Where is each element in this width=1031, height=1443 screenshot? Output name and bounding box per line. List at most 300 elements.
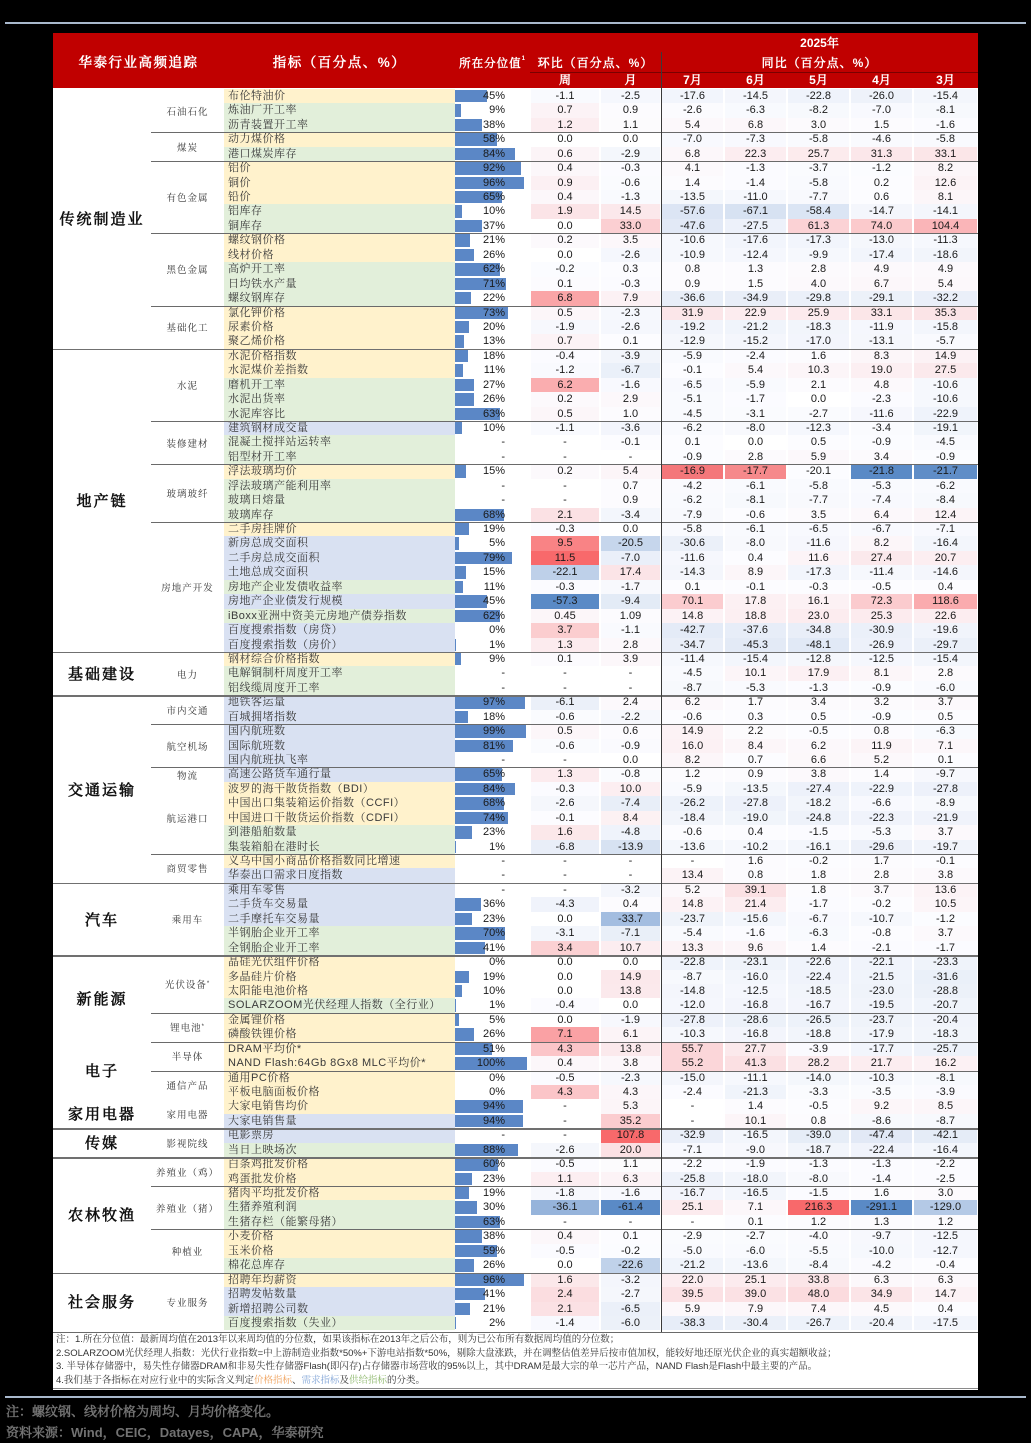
mom-week-value: 2.1 [531, 1302, 599, 1316]
header-col-may: 5月 [809, 73, 828, 87]
yoy-value-jul: -0.6 [662, 825, 723, 839]
group-label-text: 影视院线 [166, 1138, 209, 1150]
mom-month-value: 20.0 [601, 1143, 660, 1157]
yoy-value-jun: -67.1 [725, 204, 786, 218]
group-label [151, 522, 224, 652]
yoy-value-jul: 5.4 [662, 118, 723, 132]
section-divider [53, 1273, 978, 1275]
yoy-value-may: -5.8 [788, 176, 849, 190]
yoy-value-apr: -22.1 [851, 955, 912, 969]
yoy-value-mar: -31.6 [914, 970, 977, 984]
yoy-value-apr: 6.4 [851, 508, 912, 522]
yoy-value-jun: -16.8 [725, 998, 786, 1012]
indicator-name: 布伦特油价 [224, 89, 455, 103]
mom-month-value: -9.4 [601, 594, 660, 608]
yoy-value-may: -39.0 [788, 1128, 849, 1142]
percentile-value: - [501, 681, 505, 694]
section-divider [53, 695, 978, 697]
header-year: 2025年 [800, 36, 839, 50]
group-label [151, 464, 224, 522]
percentile-value: 60% [482, 1158, 505, 1171]
yoy-value-jul: -32.9 [662, 1128, 723, 1142]
yoy-value-apr: 3.7 [851, 883, 912, 897]
yoy-value-jun: 0.0 [747, 436, 764, 449]
percentile-value: 45% [482, 595, 505, 608]
mom-week-value: -0.5 [531, 1071, 599, 1085]
yoy-value-jul: 14.8 [662, 609, 723, 623]
group-label-text: 家用电器 [166, 1109, 209, 1121]
group-divider [151, 1229, 978, 1230]
yoy-value-may: -8.0 [788, 1172, 849, 1186]
mom-week-value: 0.0 [557, 956, 573, 969]
group-divider [151, 522, 978, 523]
yoy-value-apr: -11.6 [851, 407, 912, 421]
group-label-text: 航空机场 [166, 741, 209, 753]
yoy-value-mar: -1.6 [914, 118, 977, 132]
yoy-value-mar: -0.4 [914, 1258, 977, 1272]
mom-week-value: 0.0 [557, 970, 573, 983]
indicator-name: 铜库存 [224, 219, 455, 233]
percentile-value: - [501, 754, 505, 766]
yoy-value-apr: 4.5 [851, 1302, 912, 1316]
yoy-value-jul: 39.5 [662, 1287, 723, 1301]
yoy-value-mar: -18.6 [914, 248, 977, 262]
mom-month-value: 5.4 [601, 464, 660, 478]
group-divider [151, 1042, 978, 1043]
header-mom: 环比（百分点、%） [537, 56, 654, 70]
mom-week-value: - [563, 754, 567, 766]
mom-month-value: 0.1 [601, 334, 660, 348]
yoy-value-jul: -10.3 [662, 1027, 723, 1041]
indicator-name: 螺纹钢价格 [224, 233, 455, 247]
yoy-value-apr: 9.2 [851, 1099, 912, 1113]
mom-month-value: 0.9 [601, 493, 660, 507]
header-col-week: 周 [558, 73, 571, 87]
yoy-value-may: -9.9 [788, 248, 849, 262]
indicator-name: 高炉开工率 [224, 262, 455, 276]
section-divider [53, 1157, 978, 1159]
yoy-value-apr: 1.7 [851, 854, 912, 868]
percentile-value: 2% [489, 1316, 505, 1329]
group-divider [151, 1186, 978, 1187]
yoy-value-mar: -22.9 [914, 407, 977, 421]
yoy-value-jul: -27.8 [662, 1013, 723, 1027]
yoy-value-jul: 5.2 [662, 883, 723, 897]
mom-week-value: -1.2 [531, 363, 599, 377]
yoy-value-jun: 22.9 [725, 306, 786, 320]
yoy-value-apr: 11.9 [851, 739, 912, 753]
group-label-text: 专业服务 [166, 1297, 209, 1309]
group-footnote-mark: * [201, 1024, 205, 1031]
yoy-value-apr: -22.3 [851, 811, 912, 825]
indicator-name: 磷酸铁锂价格 [224, 1027, 455, 1041]
yoy-value-apr: 0.8 [851, 724, 912, 738]
indicator-name: 大家电销售量 [224, 1114, 455, 1128]
yoy-value-jul: 5.9 [662, 1302, 723, 1316]
mom-week-value: -2.6 [531, 796, 599, 810]
indicator-name: 铅价 [224, 190, 455, 204]
percentile-value: 26% [482, 1259, 505, 1272]
percentile-value: 18% [482, 710, 505, 723]
yoy-value-apr: 21.7 [851, 1056, 912, 1070]
group-divider [151, 161, 978, 162]
yoy-value-apr: -10.7 [851, 912, 912, 926]
yoy-value-jun: 0.7 [725, 753, 786, 767]
yoy-value-jul: 1.2 [662, 767, 723, 781]
yoy-value-jul: -16.7 [662, 1186, 723, 1200]
indicator-name: 新房总成交面积 [224, 536, 455, 550]
indicator-name: 线材价格 [224, 248, 455, 262]
yoy-value-mar: -8.1 [914, 1071, 977, 1085]
percentile-value: 1% [489, 638, 505, 651]
yoy-value-mar: -29.7 [914, 638, 977, 652]
mom-week-value: - [563, 436, 567, 449]
yoy-value-may: -16.7 [788, 998, 849, 1012]
group-label [151, 1157, 224, 1186]
percentile-value: 84% [482, 147, 505, 160]
mom-month-value: -1.3 [601, 190, 660, 204]
yoy-value-jul: - [690, 855, 695, 868]
yoy-value-mar: -32.2 [914, 291, 977, 305]
mom-month-value: -22.6 [601, 1258, 660, 1272]
mom-week-value: 0.5 [531, 724, 599, 738]
mom-week-value: - [563, 855, 567, 868]
section-divider [53, 349, 978, 351]
mom-month-value: -7.0 [601, 551, 660, 565]
yoy-value-mar: -21.9 [914, 811, 977, 825]
yoy-value-mar: -10.6 [914, 378, 977, 392]
yoy-value-jun: 18.8 [725, 609, 786, 623]
mom-month-value: -2.6 [601, 320, 660, 334]
yoy-value-apr: -0.9 [851, 435, 912, 449]
yoy-value-apr: -17.7 [851, 1042, 912, 1056]
yoy-value-mar: -21.7 [914, 464, 977, 478]
yoy-value-jul: -30.6 [662, 536, 723, 550]
yoy-value-jun: -11.1 [725, 1071, 786, 1085]
mom-month-value: 0.0 [622, 133, 639, 146]
yoy-value-jun: 1.5 [725, 277, 786, 291]
percentile-value: 1% [489, 840, 505, 853]
mom-week-value: 0.5 [531, 306, 599, 320]
mom-week-value: -0.3 [531, 580, 599, 594]
yoy-value-jun: -6.1 [725, 479, 786, 493]
yoy-value-jul: 0.1 [662, 435, 723, 449]
percentile-value: 99% [482, 725, 505, 738]
yoy-value-mar: 1.2 [914, 1215, 977, 1229]
mom-month-value: -13.9 [601, 840, 660, 854]
percentile-value: 97% [482, 696, 505, 709]
yoy-value-mar: -20.7 [914, 998, 977, 1012]
yoy-value-jun: -6.3 [725, 103, 786, 117]
yoy-value-may: 216.3 [788, 1200, 849, 1214]
yoy-value-mar: -16.4 [914, 1143, 977, 1157]
mom-month-value: 0.0 [622, 754, 639, 766]
percentile-value: 62% [482, 609, 505, 622]
yoy-value-mar: 0.1 [914, 753, 977, 767]
yoy-value-apr: 3.4 [851, 450, 912, 464]
mom-month-value: - [628, 450, 633, 463]
mom-week-value: 0.0 [557, 1259, 573, 1272]
mom-week-value: 4.3 [531, 1042, 599, 1056]
group-divider [151, 306, 978, 307]
yoy-value-jul: -7.0 [662, 132, 723, 146]
yoy-value-jun: 0.9 [725, 767, 786, 781]
header-col-jul: 7月 [683, 73, 702, 87]
yoy-value-jun: 39.1 [725, 883, 786, 897]
yoy-value-mar: 8.2 [914, 161, 977, 175]
yoy-value-mar: 3.7 [914, 695, 977, 709]
category-label: 电子 [84, 1063, 119, 1081]
indicator-name: 玻璃日熔量 [224, 493, 455, 507]
yoy-value-jun: 17.8 [725, 594, 786, 608]
group-label [151, 767, 224, 781]
yoy-value-may: 5.9 [788, 450, 849, 464]
yoy-value-mar: -8.9 [914, 796, 977, 810]
yoy-value-jul: -11.4 [662, 652, 723, 666]
indicator-name: 中国进口干散货运价指数（CDFI） [224, 811, 455, 825]
yoy-value-apr: -47.4 [851, 1128, 912, 1142]
category-label: 交通运输 [67, 781, 136, 799]
yoy-value-mar: 16.2 [914, 1056, 977, 1070]
yoy-value-jul: -5.8 [662, 522, 723, 536]
indicator-name: 二手货车交易量 [224, 897, 455, 911]
indicator-name: 房地产企业债发行规模 [224, 594, 455, 608]
yoy-value-mar: -19.1 [914, 421, 977, 435]
mom-month-value: 0.7 [601, 479, 660, 493]
yoy-value-may: -1.5 [788, 1186, 849, 1200]
yoy-value-mar: -23.3 [914, 955, 977, 969]
group-divider [151, 1071, 978, 1072]
mom-week-value: -0.4 [531, 998, 599, 1012]
yoy-value-apr: -5.3 [851, 825, 912, 839]
mom-week-value: -0.3 [531, 782, 599, 796]
yoy-value-may: -24.8 [788, 811, 849, 825]
yoy-value-may: 33.8 [788, 1273, 849, 1287]
yoy-value-jul: -0.9 [662, 450, 723, 464]
yoy-value-may: -5.8 [788, 132, 849, 146]
group-label-text: 养殖业（猪） [155, 1203, 219, 1215]
mom-month-value: -2.3 [601, 306, 660, 320]
yoy-value-mar: -2.5 [914, 1172, 977, 1186]
yoy-value-jul: -22.8 [662, 955, 723, 969]
mom-month-value: -7.4 [601, 796, 660, 810]
yoy-value-apr: 8.1 [851, 666, 912, 680]
yoy-value-apr: -3.4 [851, 421, 912, 435]
section-divider [53, 1128, 978, 1130]
mom-week-value: 0.0 [557, 912, 573, 925]
mom-month-value: 33.0 [601, 219, 660, 233]
mom-month-value: -0.6 [601, 176, 660, 190]
indicator-name: 猪肉平均批发价格 [224, 1186, 455, 1200]
yoy-value-apr: 3.2 [851, 695, 912, 709]
yoy-value-apr: 34.9 [851, 1287, 912, 1301]
percentile-value: 20% [482, 320, 505, 333]
yoy-value-apr: 4.9 [851, 262, 912, 276]
mom-month-value: -0.2 [601, 1244, 660, 1258]
indicator-name: 百度搜索指数（失业） [224, 1316, 455, 1330]
mom-month-value: -33.7 [601, 912, 660, 926]
yoy-value-mar: -12.7 [914, 1244, 977, 1258]
group-label-text: 物流 [176, 770, 198, 782]
indicator-name: 白条鸡批发价格 [224, 1157, 455, 1171]
mom-month-value: 0.0 [622, 999, 639, 1012]
mom-week-value: -1.1 [531, 89, 599, 103]
group-label [151, 1273, 224, 1331]
yoy-value-jun: 21.4 [725, 897, 786, 911]
yoy-value-jun: 1.6 [725, 854, 786, 868]
group-divider [151, 767, 978, 768]
yoy-value-mar: 12.4 [914, 508, 977, 522]
mom-week-value: -1.9 [531, 320, 599, 334]
indicator-name: 百度搜索指数（房价） [224, 638, 455, 652]
mom-month-value: -0.8 [601, 767, 660, 781]
mom-month-value: -0.9 [601, 739, 660, 753]
percentile-value: 74% [482, 811, 505, 824]
mom-month-value: 107.8 [601, 1128, 660, 1142]
indicator-name: 水泥库容比 [224, 407, 455, 421]
yoy-value-jun: -0.6 [725, 508, 786, 522]
mom-month-value: -2.2 [601, 710, 660, 724]
yoy-value-may: 2.8 [788, 262, 849, 276]
category-label: 汽车 [84, 911, 119, 929]
yoy-value-apr: 0.6 [851, 190, 912, 204]
mom-week-value: 0.4 [531, 1229, 599, 1243]
mom-month-value: 3.9 [601, 652, 660, 666]
mom-week-value: - [563, 681, 567, 694]
yoy-value-mar: -7.1 [914, 522, 977, 536]
yoy-value-may: 7.4 [788, 1302, 849, 1316]
mom-week-value: 0.7 [531, 103, 599, 117]
yoy-value-apr: -10.0 [851, 1244, 912, 1258]
percentile-value: 18% [482, 349, 505, 362]
yoy-value-may: -27.4 [788, 782, 849, 796]
group-label-text: 房地产开发 [161, 583, 214, 594]
yoy-value-jun: -16.5 [725, 1128, 786, 1142]
mom-month-value: -7.1 [601, 926, 660, 940]
yoy-value-may: -26.7 [788, 1316, 849, 1330]
yoy-value-may: -20.1 [788, 464, 849, 478]
mom-month-value: - [628, 1215, 633, 1228]
mom-month-value: 35.2 [601, 1114, 660, 1128]
mom-month-value: 3.8 [601, 1056, 660, 1070]
yoy-value-mar: 8.5 [914, 1099, 977, 1113]
yoy-value-jun: 0.1 [725, 1215, 786, 1229]
mom-week-value: 0.4 [531, 1056, 599, 1070]
yoy-value-mar: 118.6 [914, 594, 977, 608]
indicator-name: 国内航班执飞率 [224, 753, 455, 767]
mom-month-value: 1.1 [601, 118, 660, 132]
yoy-value-may: 0.5 [788, 710, 849, 724]
yoy-value-apr: 33.1 [851, 306, 912, 320]
yoy-value-apr: -17.9 [851, 1027, 912, 1041]
percentile-value: 10% [482, 205, 505, 218]
yoy-value-jul: 31.9 [662, 306, 723, 320]
mom-week-value: - [563, 1114, 567, 1127]
percentile-value: 41% [482, 1288, 505, 1301]
yoy-value-mar: 3.8 [914, 868, 977, 882]
mom-month-value: -20.5 [601, 536, 660, 550]
mom-month-value: 0.6 [601, 724, 660, 738]
mom-month-value: -6.0 [601, 1316, 660, 1330]
indicator-name: 半钢胎企业开工率 [224, 926, 455, 940]
yoy-value-may: 0.0 [810, 393, 827, 406]
yoy-value-apr: -13.1 [851, 334, 912, 348]
yoy-value-may: -1.5 [788, 825, 849, 839]
indicator-name: 水泥出货率 [224, 392, 455, 406]
percentile-value: 65% [482, 768, 505, 781]
yoy-value-apr: 1.6 [851, 1186, 912, 1200]
note-line-4 [53, 1374, 978, 1388]
indicator-name: 鸡蛋批发价格 [224, 1172, 455, 1186]
yoy-value-mar: -0.9 [914, 450, 977, 464]
yoy-value-apr: 8.2 [851, 536, 912, 550]
yoy-value-mar: 7.1 [914, 739, 977, 753]
yoy-value-may: -1.7 [788, 897, 849, 911]
percentile-value: 94% [482, 1100, 505, 1113]
yoy-value-jun: 39.0 [725, 1287, 786, 1301]
yoy-value-apr: 2.8 [851, 868, 912, 882]
category-label: 地产链 [76, 492, 128, 510]
percentile-value: 45% [482, 90, 505, 102]
header-indicator: 指标（百分点、%） [272, 55, 407, 70]
mom-month-value: - [628, 681, 633, 694]
yoy-value-apr: -29.6 [851, 840, 912, 854]
indicator-name: 招聘年均薪资 [224, 1273, 455, 1287]
yoy-value-apr: -1.3 [851, 1157, 912, 1171]
yoy-value-jun: 22.3 [725, 147, 786, 161]
mom-month-value: -0.1 [601, 435, 660, 449]
indicator-name: SOLARZOOM光伏经理人指数（全行业） [224, 998, 455, 1012]
yoy-value-may: 6.2 [788, 739, 849, 753]
yoy-value-mar: -5.7 [914, 334, 977, 348]
yoy-value-jul: -10.9 [662, 248, 723, 262]
percentile-value: 62% [482, 263, 505, 276]
group-label [151, 724, 224, 767]
mom-week-value: -0.3 [531, 522, 599, 536]
mom-month-value: 0.0 [622, 523, 639, 536]
note-4-sep2: 及 [339, 1374, 349, 1386]
yoy-value-mar: -9.7 [914, 767, 977, 781]
percentile-value: 9% [489, 104, 505, 117]
yoy-value-may: -11.6 [788, 536, 849, 550]
indicator-name: 小麦价格 [224, 1229, 455, 1243]
yoy-value-jun: 25.1 [725, 1273, 786, 1287]
yoy-value-may: 25.7 [788, 147, 849, 161]
indicator-name: 高速公路货车通行量 [224, 767, 455, 781]
mom-week-value: 1.2 [531, 118, 599, 132]
mom-month-value: 7.9 [601, 291, 660, 305]
percentile-value: 15% [482, 566, 505, 579]
yoy-value-mar: -19.7 [914, 840, 977, 854]
yoy-value-mar: -6.3 [914, 724, 977, 738]
yoy-value-jun: -15.2 [725, 334, 786, 348]
yoy-value-jul: -15.0 [662, 1071, 723, 1085]
indicator-name: 铜价 [224, 176, 455, 190]
indicator-name: 百度搜索指数（房贷） [224, 623, 455, 637]
mom-month-value: -0.3 [601, 277, 660, 291]
indicator-name: 螺纹钢库存 [224, 291, 455, 305]
top-rule [5, 22, 1026, 24]
indicator-name: 水泥煤价差指数 [224, 363, 455, 377]
indicator-name: 炼油厂开工率 [224, 103, 455, 117]
indicator-name: 尿素价格 [224, 320, 455, 334]
header-percentile-label: 所在分位值 [459, 58, 522, 70]
yoy-value-jun: -6.1 [725, 522, 786, 536]
yoy-value-jun: 41.3 [725, 1056, 786, 1070]
yoy-value-apr: -22.4 [851, 1143, 912, 1157]
percentile-value: 5% [489, 537, 505, 550]
percentile-value: 0% [489, 956, 505, 969]
